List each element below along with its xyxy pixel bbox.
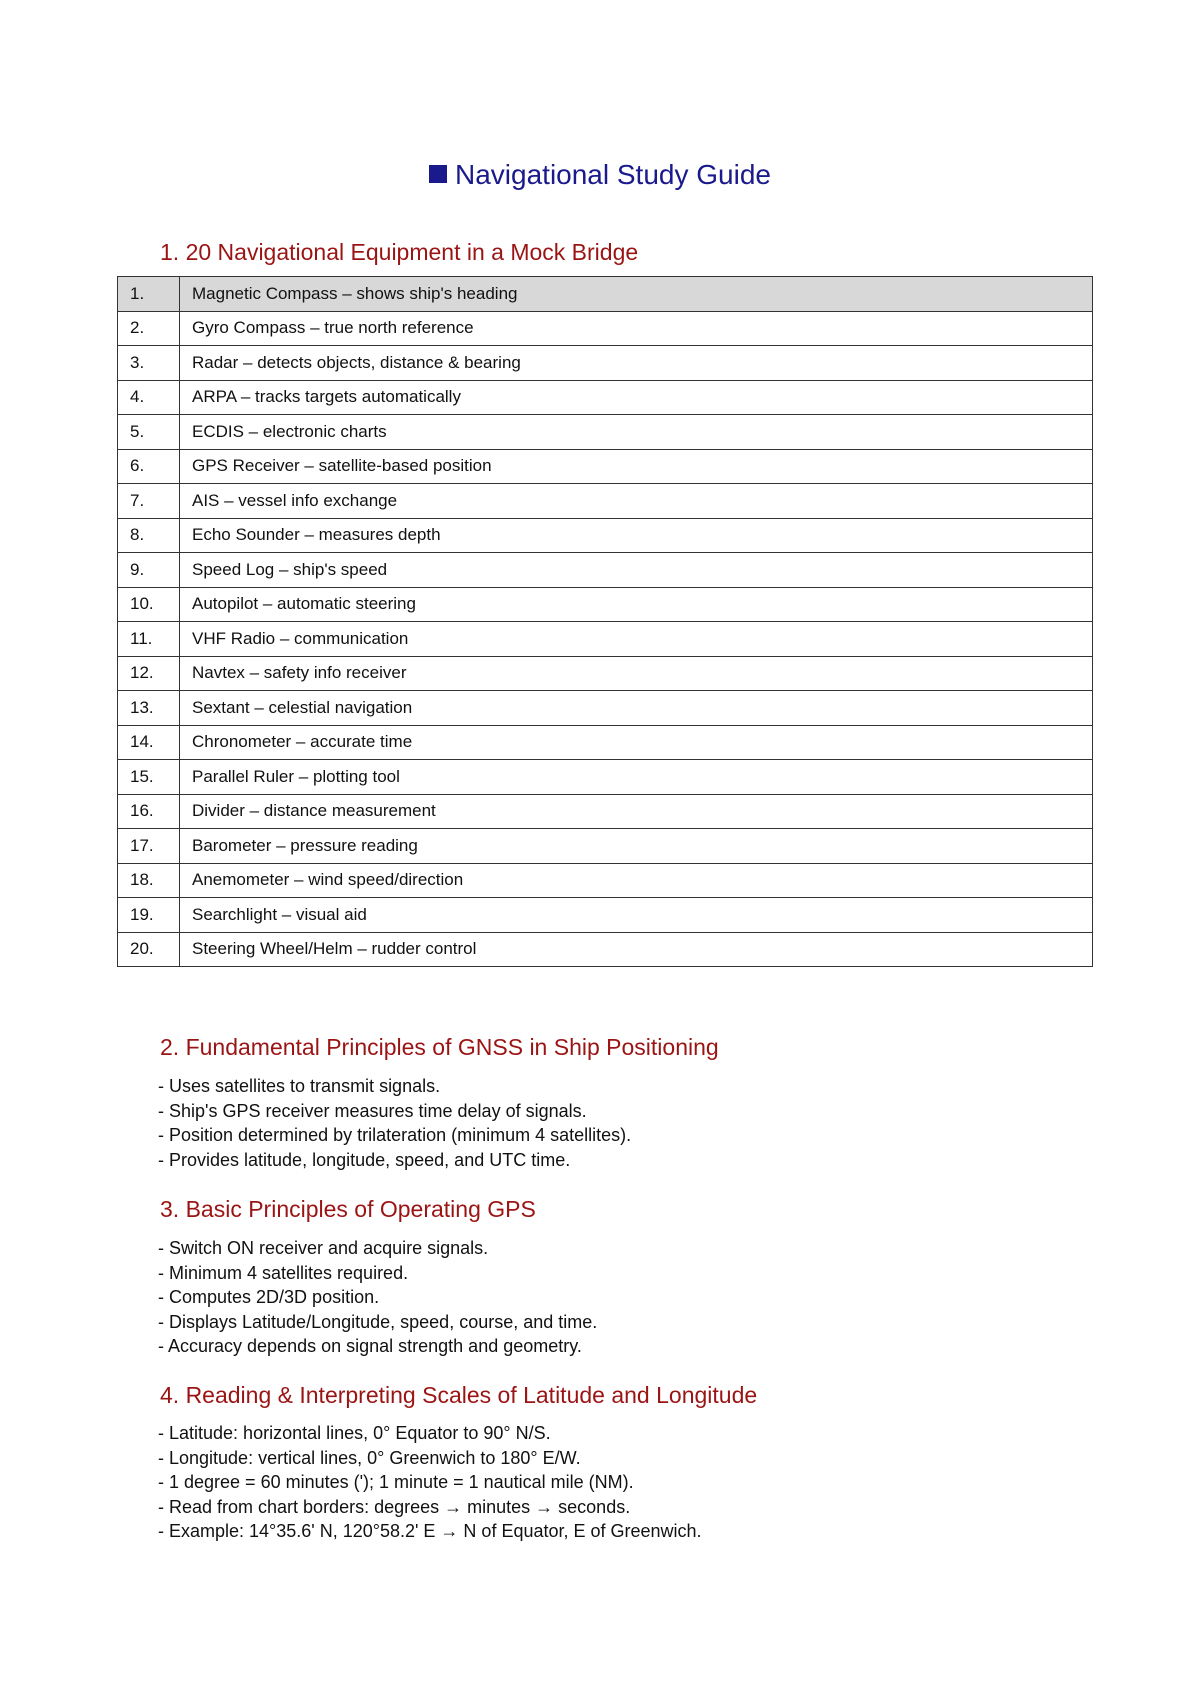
- equipment-description: ARPA – tracks targets automatically: [180, 380, 1093, 415]
- equipment-description: Searchlight – visual aid: [180, 898, 1093, 933]
- equipment-description: Chronometer – accurate time: [180, 725, 1093, 760]
- table-row: [118, 898, 1093, 933]
- row-number: 1.: [118, 277, 180, 312]
- table-row: [118, 932, 1093, 967]
- row-number: 11.: [118, 622, 180, 657]
- row-number: 6.: [118, 449, 180, 484]
- list-item: - Uses satellites to transmit signals.: [158, 1076, 441, 1096]
- table-row: [118, 725, 1093, 760]
- section-4-heading: 4. Reading & Interpreting Scales of Latitude and Longitude: [160, 1382, 758, 1408]
- equipment-description: Echo Sounder – measures depth: [180, 518, 1093, 553]
- equipment-description: Barometer – pressure reading: [180, 829, 1093, 864]
- section-3-heading: 3. Basic Principles of Operating GPS: [160, 1196, 536, 1222]
- equipment-table-body: [118, 277, 1093, 967]
- equipment-description: AIS – vessel info exchange: [180, 484, 1093, 519]
- equipment-description: ECDIS – electronic charts: [180, 415, 1093, 450]
- equipment-description: Anemometer – wind speed/direction: [180, 863, 1093, 898]
- table-row: [118, 277, 1093, 312]
- table-row: [118, 587, 1093, 622]
- table-row: [118, 829, 1093, 864]
- table-row: [118, 415, 1093, 450]
- table-row: [118, 553, 1093, 588]
- row-number: 16.: [118, 794, 180, 829]
- document-title: [0, 158, 1200, 192]
- equipment-table: [117, 276, 1093, 967]
- row-number: 4.: [118, 380, 180, 415]
- table-row: [118, 691, 1093, 726]
- table-row: [118, 380, 1093, 415]
- section-3-list: [158, 1236, 597, 1359]
- equipment-description: Speed Log – ship's speed: [180, 553, 1093, 588]
- list-item: - Latitude: horizontal lines, 0° Equator to 90° N/S.: [158, 1423, 551, 1443]
- equipment-description: Navtex – safety info receiver: [180, 656, 1093, 691]
- table-row: [118, 622, 1093, 657]
- list-item: - Minimum 4 satellites required.: [158, 1262, 409, 1283]
- list-item: - Computes 2D/3D position.: [158, 1287, 380, 1307]
- equipment-description: Sextant – celestial navigation: [180, 691, 1093, 726]
- list-item: - Ship's GPS receiver measures time delay of signals.: [158, 1100, 587, 1121]
- equipment-description: GPS Receiver – satellite-based position: [180, 449, 1093, 484]
- list-item: - Longitude: vertical lines, 0° Greenwich to 180° E/W.: [158, 1447, 581, 1468]
- list-item: - Provides latitude, longitude, speed, and UTC time.: [158, 1149, 571, 1170]
- list-item: - Position determined by trilateration (minimum 4 satellites).: [158, 1125, 632, 1145]
- row-number: 20.: [118, 932, 180, 967]
- equipment-description: Magnetic Compass – shows ship's heading: [180, 277, 1093, 312]
- list-item: - Displays Latitude/Longitude, speed, course, and time.: [158, 1311, 598, 1332]
- table-row: [118, 760, 1093, 795]
- row-number: 8.: [118, 518, 180, 553]
- row-number: 19.: [118, 898, 180, 933]
- square-bullet-icon: [429, 165, 447, 183]
- section-2-list: [158, 1074, 631, 1172]
- row-number: 12.: [118, 656, 180, 691]
- row-number: 15.: [118, 760, 180, 795]
- list-item: - Switch ON receiver and acquire signals.: [158, 1238, 489, 1258]
- table-row: [118, 311, 1093, 346]
- table-row: [118, 518, 1093, 553]
- row-number: 3.: [118, 346, 180, 381]
- section-4-list: [158, 1421, 702, 1544]
- list-item: - Accuracy depends on signal strength and geometry.: [158, 1336, 582, 1356]
- equipment-description: VHF Radio – communication: [180, 622, 1093, 657]
- row-number: 17.: [118, 829, 180, 864]
- equipment-description: Divider – distance measurement: [180, 794, 1093, 829]
- row-number: 2.: [118, 311, 180, 346]
- row-number: 5.: [118, 415, 180, 450]
- list-item: - 1 degree = 60 minutes ('); 1 minute = 1 nautical mile (NM).: [158, 1472, 634, 1492]
- equipment-description: Radar – detects objects, distance & bearing: [180, 346, 1093, 381]
- document-title-text: Navigational Study Guide: [455, 159, 771, 190]
- table-row: [118, 794, 1093, 829]
- section-2-heading: 2. Fundamental Principles of GNSS in Ship Positioning: [160, 1034, 719, 1060]
- list-item: - Example: 14°35.6' N, 120°58.2' E → N of Equator, E of Greenwich.: [158, 1521, 702, 1541]
- row-number: 14.: [118, 725, 180, 760]
- table-row: [118, 656, 1093, 691]
- row-number: 9.: [118, 553, 180, 588]
- section-1-heading: 1. 20 Navigational Equipment in a Mock Bridge: [160, 239, 639, 265]
- table-row: [118, 484, 1093, 519]
- equipment-description: Autopilot – automatic steering: [180, 587, 1093, 622]
- row-number: 7.: [118, 484, 180, 519]
- table-row: [118, 863, 1093, 898]
- table-row: [118, 346, 1093, 381]
- row-number: 10.: [118, 587, 180, 622]
- list-item: - Read from chart borders: degrees → minutes → seconds.: [158, 1496, 631, 1517]
- equipment-description: Steering Wheel/Helm – rudder control: [180, 932, 1093, 967]
- equipment-description: Parallel Ruler – plotting tool: [180, 760, 1093, 795]
- row-number: 18.: [118, 863, 180, 898]
- row-number: 13.: [118, 691, 180, 726]
- equipment-description: Gyro Compass – true north reference: [180, 311, 1093, 346]
- table-row: [118, 449, 1093, 484]
